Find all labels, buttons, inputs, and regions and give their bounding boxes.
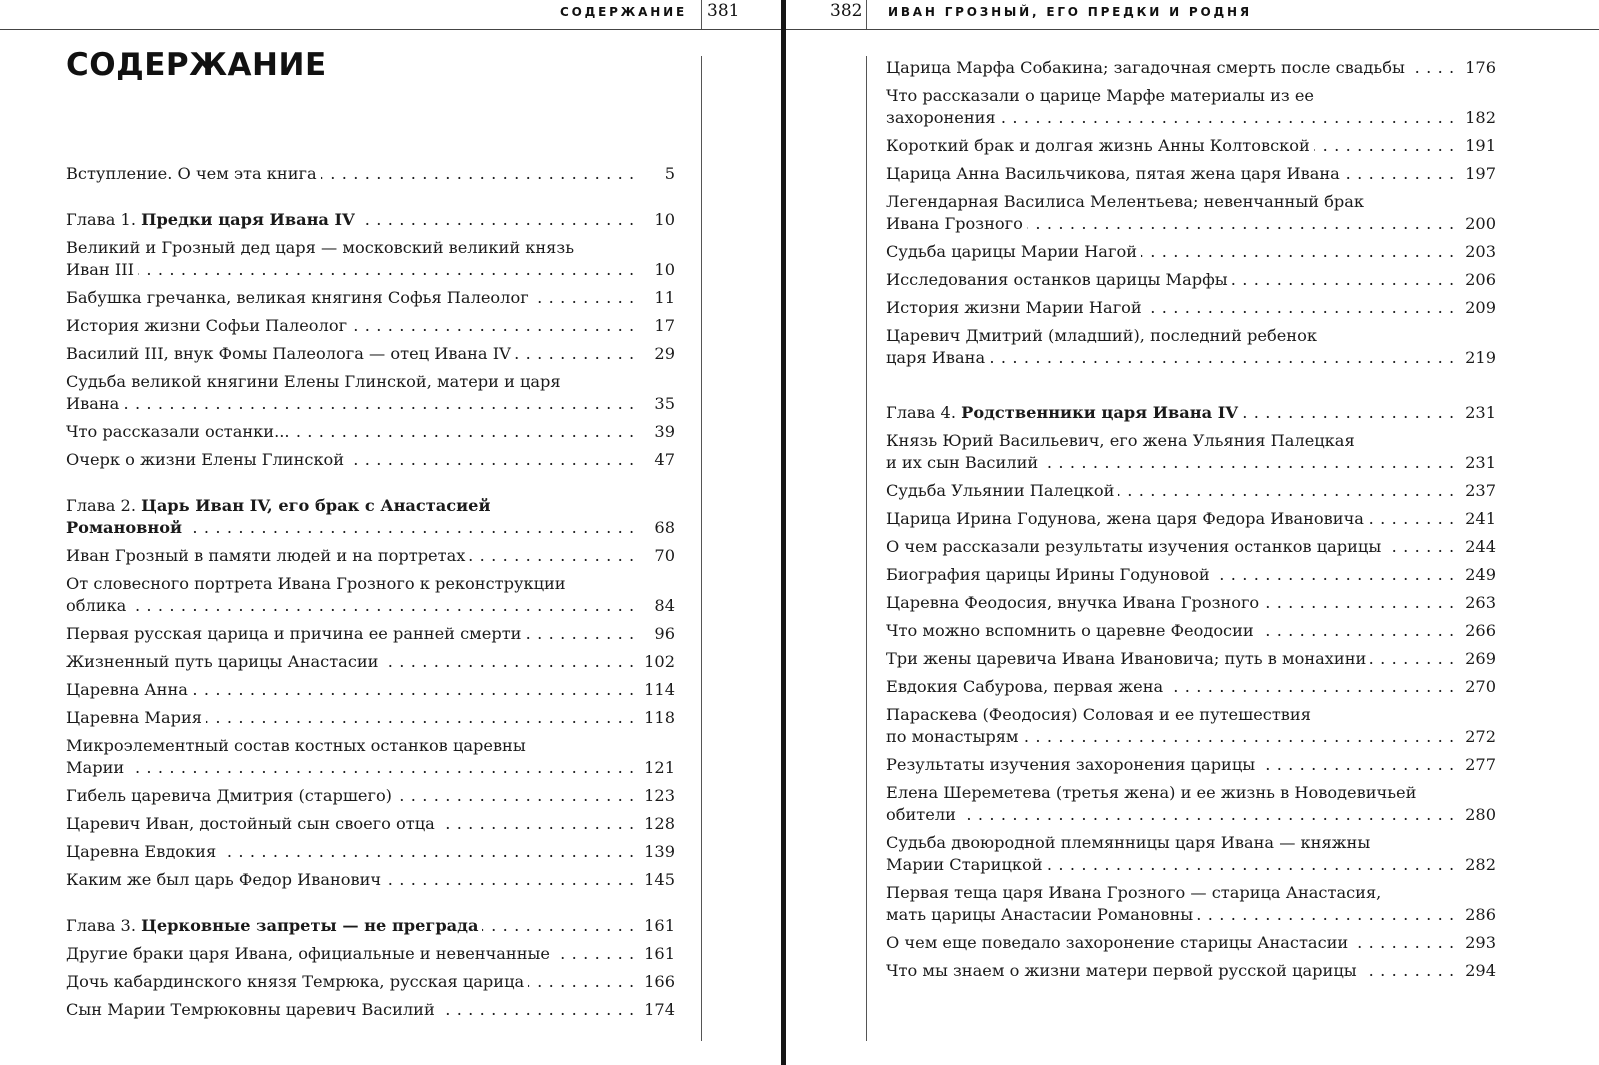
toc-entry	[886, 191, 1496, 235]
entry-text-line: Великий и Грозный дед царя — московский великий князь	[66, 238, 575, 257]
toc-entry	[886, 960, 1496, 982]
entry-text-line: Судьба царицы Марии Нагой	[886, 242, 1141, 261]
toc-entry	[66, 343, 675, 365]
right-column-rule	[866, 0, 867, 29]
page-ref: 114	[635, 679, 675, 701]
entry-text	[886, 704, 1456, 748]
entry-text-line: Царица Ирина Годунова, жена царя Федора Ивановича	[886, 509, 1368, 528]
page-ref: 17	[635, 315, 675, 337]
toc-entry	[66, 449, 675, 471]
page-ref: 209	[1456, 297, 1496, 319]
entry-text-line: Биография царицы Ирины Годуновой	[886, 565, 1214, 584]
entry-text-line: Судьба Ульянии Палецкой	[886, 481, 1118, 500]
page-ref: 139	[635, 841, 675, 863]
entry-text-line: Марии	[66, 758, 128, 777]
toc-entry	[66, 371, 675, 415]
toc-entry	[886, 430, 1496, 474]
entry-text	[886, 676, 1456, 698]
page-ref: 282	[1456, 854, 1496, 876]
page-ref: 182	[1456, 107, 1496, 129]
page-ref: 10	[635, 259, 675, 281]
entry-text-line: Другие браки царя Ивана, официальные и невенчанные	[66, 944, 554, 963]
entry-text-line: по монастырям	[886, 727, 1023, 746]
page-ref: 191	[1456, 135, 1496, 157]
page-ref: 237	[1456, 480, 1496, 502]
entry-text-line: Результаты изучения захоронения царицы	[886, 755, 1259, 774]
entry-text-line: Жизненный путь царицы Анастасии	[66, 652, 382, 671]
right-page-number: 382	[830, 1, 863, 21]
entry-text	[66, 651, 635, 673]
entry-text	[66, 495, 635, 539]
entry-text-line: Вступление. О чем эта книга	[66, 164, 321, 183]
toc-entry	[886, 297, 1496, 319]
page-ref: 174	[635, 999, 675, 1021]
entry-text-line: Царевич Дмитрий (младший), последний ребенок	[886, 326, 1317, 345]
entry-text	[886, 620, 1456, 642]
entry-text	[886, 85, 1456, 129]
toc-entry	[66, 707, 675, 729]
page-ref: 96	[635, 623, 675, 645]
entry-text-line: мать царицы Анастасии Романовны	[886, 905, 1197, 924]
page-ref: 118	[635, 707, 675, 729]
page-ref: 68	[635, 517, 675, 539]
page-ref: 123	[635, 785, 675, 807]
entry-text	[886, 57, 1456, 79]
page-title: СОДЕРЖАНИЕ	[66, 47, 327, 83]
chapter-number: Глава 4.	[886, 403, 957, 422]
page-ref: 219	[1456, 347, 1496, 369]
toc-entry	[66, 679, 675, 701]
toc-entry	[886, 135, 1496, 157]
chapter-number: Глава 3.	[66, 916, 137, 935]
entry-text-line: Иван Грозный в памяти людей и на портретах	[66, 546, 469, 565]
toc-entry	[66, 315, 675, 337]
entry-text	[66, 371, 635, 415]
toc-entry	[66, 421, 675, 443]
entry-text	[66, 209, 635, 231]
entry-text	[66, 315, 635, 337]
toc-right-column	[886, 51, 1496, 982]
entry-text-line: Царевна Анна	[66, 680, 192, 699]
chapter-title: Родственники царя Ивана IV	[961, 403, 1238, 422]
page-ref: 286	[1456, 904, 1496, 926]
toc-left-column	[66, 157, 675, 1021]
page-ref: 176	[1456, 57, 1496, 79]
page-ref: 161	[635, 915, 675, 937]
toc-entry	[66, 813, 675, 835]
left-running-head: СОДЕРЖАНИЕ	[560, 5, 687, 19]
page-ref: 200	[1456, 213, 1496, 235]
entry-text	[66, 707, 635, 729]
entry-text-line: Князь Юрий Васильевич, его жена Ульяния Палецкая	[886, 431, 1355, 450]
entry-text-line: История жизни Марии Нагой	[886, 298, 1146, 317]
toc-entry	[66, 163, 675, 185]
entry-text-line: От словесного портрета Ивана Грозного к реконструкции	[66, 574, 566, 593]
page-ref: 272	[1456, 726, 1496, 748]
chapter-title: Церковные запреты — не преграда	[141, 916, 479, 935]
entry-text-line: Бабушка гречанка, великая княгиня Софья Палеолог	[66, 288, 533, 307]
page-ref: 269	[1456, 648, 1496, 670]
toc-entry	[66, 735, 675, 779]
entry-text-line: Легендарная Василиса Мелентьева; невенчанный брак	[886, 192, 1365, 211]
entry-text-line: О чем рассказали результаты изучения останков царицы	[886, 537, 1385, 556]
toc-entry	[886, 592, 1496, 614]
page-ref: 166	[635, 971, 675, 993]
entry-text-line: Марии Старицкой	[886, 855, 1047, 874]
entry-text-line: Ивана	[66, 394, 123, 413]
entry-text-line: Царевна Мария	[66, 708, 206, 727]
entry-text-line: Каким же был царь Федор Иванович	[66, 870, 385, 889]
entry-text	[886, 832, 1456, 876]
toc-entry	[886, 241, 1496, 263]
toc-entry	[886, 480, 1496, 502]
page-ref: 293	[1456, 932, 1496, 954]
entry-text-line: Три жены царевича Ивана Ивановича; путь в монахини	[886, 649, 1370, 668]
entry-text	[66, 999, 635, 1021]
entry-text	[66, 915, 635, 937]
entry-text-line: Параскева (Феодосия) Соловая и ее путешествия	[886, 705, 1311, 724]
page-ref: 241	[1456, 508, 1496, 530]
toc-entry	[66, 545, 675, 567]
entry-text	[66, 449, 635, 471]
toc-entry	[66, 943, 675, 965]
entry-text	[886, 882, 1456, 926]
entry-text-line: Что мы знаем о жизни матери первой русской царицы	[886, 961, 1361, 980]
page-ref: 47	[635, 449, 675, 471]
entry-text-line: Гибель царевича Дмитрия (старшего)	[66, 786, 396, 805]
page-ref: 244	[1456, 536, 1496, 558]
toc-entry	[886, 163, 1496, 185]
toc-entry	[886, 832, 1496, 876]
entry-text	[66, 679, 635, 701]
entry-text	[66, 545, 635, 567]
toc-entry	[66, 869, 675, 891]
entry-text	[66, 421, 635, 443]
toc-entry	[66, 999, 675, 1021]
entry-text	[886, 135, 1456, 157]
left-column-rule-body	[701, 56, 702, 1041]
toc-entry	[66, 651, 675, 673]
entry-text	[886, 241, 1456, 263]
entry-text-line: Судьба двоюродной племянницы царя Ивана — княжны	[886, 833, 1371, 852]
entry-text-line: Царевна Феодосия, внучка Ивана Грозного	[886, 593, 1263, 612]
toc-entry	[886, 325, 1496, 369]
toc-entry	[886, 57, 1496, 79]
chapter-line	[886, 403, 1242, 422]
chapter-number: Глава 2.	[66, 496, 137, 515]
entry-text	[66, 869, 635, 891]
page-ref: 197	[1456, 163, 1496, 185]
entry-text	[886, 402, 1456, 424]
entry-text-line: Микроэлементный состав костных останков царевны	[66, 736, 526, 755]
page-ref: 270	[1456, 676, 1496, 698]
toc-entry	[886, 882, 1496, 926]
page-ref: 294	[1456, 960, 1496, 982]
entry-text-line: Царица Марфа Собакина; загадочная смерть после свадьбы	[886, 58, 1409, 77]
page-ref: 39	[635, 421, 675, 443]
page-ref: 5	[635, 163, 675, 185]
entry-text	[66, 623, 635, 645]
book-spine	[781, 0, 786, 1065]
entry-text-line: История жизни Софьи Палеолог	[66, 316, 351, 335]
entry-text-line: Царевна Евдокия	[66, 842, 220, 861]
toc-entry	[66, 573, 675, 617]
toc-entry	[886, 648, 1496, 670]
toc-entry	[886, 508, 1496, 530]
entry-text	[886, 430, 1456, 474]
entry-text-line: О чем еще поведало захоронение старицы Анастасии	[886, 933, 1352, 952]
chapter-heading	[886, 402, 1496, 424]
entry-text-line: царя Ивана	[886, 348, 989, 367]
entry-text-line: Ивана Грозного	[886, 214, 1027, 233]
page-ref: 11	[635, 287, 675, 309]
toc-entry	[886, 754, 1496, 776]
entry-text-line: Первая русская царица и причина ее ранней смерти	[66, 624, 525, 643]
entry-text-line: Василий III, внук Фомы Палеолога — отец Ивана IV	[66, 344, 515, 363]
toc-entry	[886, 536, 1496, 558]
page-ref: 102	[635, 651, 675, 673]
entry-text	[66, 735, 635, 779]
entry-text-line: Исследования останков царицы Марфы	[886, 270, 1232, 289]
toc-entry	[886, 782, 1496, 826]
page-ref: 35	[635, 393, 675, 415]
entry-text	[66, 813, 635, 835]
entry-text-line: Сын Марии Темрюковны царевич Василий	[66, 1000, 439, 1019]
entry-text	[66, 163, 635, 185]
entry-text	[66, 343, 635, 365]
page-ref: 266	[1456, 620, 1496, 642]
page-ref: 145	[635, 869, 675, 891]
entry-text	[886, 325, 1456, 369]
chapter-title: Романовной	[66, 518, 186, 537]
entry-text	[886, 782, 1456, 826]
page-ref: 280	[1456, 804, 1496, 826]
chapter-heading	[66, 915, 675, 937]
header-rule	[0, 29, 1599, 30]
chapter-number: Глава 1.	[66, 210, 137, 229]
page-ref: 203	[1456, 241, 1496, 263]
entry-text-line: обители	[886, 805, 960, 824]
page-ref: 249	[1456, 564, 1496, 586]
toc-entry	[886, 704, 1496, 748]
entry-text-line: Евдокия Сабурова, первая жена	[886, 677, 1167, 696]
toc-entry	[66, 237, 675, 281]
toc-entry	[886, 564, 1496, 586]
page-ref: 121	[635, 757, 675, 779]
chapter-line	[66, 210, 359, 229]
page-ref: 161	[635, 943, 675, 965]
page-ref: 231	[1456, 402, 1496, 424]
entry-text-line: Первая теща царя Ивана Грозного — старица Анастасия,	[886, 883, 1382, 902]
entry-text	[886, 564, 1456, 586]
entry-text	[886, 932, 1456, 954]
toc-entry	[66, 287, 675, 309]
entry-text	[886, 592, 1456, 614]
entry-text-line: Что можно вспомнить о царевне Феодосии	[886, 621, 1258, 640]
entry-text	[66, 573, 635, 617]
chapter-line	[66, 916, 482, 935]
page-ref: 10	[635, 209, 675, 231]
toc-entry	[66, 623, 675, 645]
entry-text	[66, 971, 635, 993]
entry-text-line: Иван III	[66, 260, 138, 279]
page-ref: 128	[635, 813, 675, 835]
entry-text	[66, 287, 635, 309]
chapter-heading	[66, 495, 675, 539]
entry-text-line: и их сын Василий	[886, 453, 1042, 472]
entry-text	[886, 191, 1456, 235]
page-ref: 29	[635, 343, 675, 365]
page-ref: 206	[1456, 269, 1496, 291]
entry-text	[886, 508, 1456, 530]
page-ref: 84	[635, 595, 675, 617]
entry-text	[886, 648, 1456, 670]
toc-entry	[886, 932, 1496, 954]
entry-text	[66, 237, 635, 281]
entry-text-line: Царица Анна Васильчикова, пятая жена царя Ивана	[886, 164, 1344, 183]
page-ref: 263	[1456, 592, 1496, 614]
toc-entry	[66, 841, 675, 863]
entry-text-line: Короткий брак и долгая жизнь Анны Колтовской	[886, 136, 1314, 155]
entry-text-line: Царевич Иван, достойный сын своего отца	[66, 814, 439, 833]
toc-entry	[886, 676, 1496, 698]
toc-entry	[66, 971, 675, 993]
entry-text-line: Судьба великой княгини Елены Глинской, матери и царя	[66, 372, 561, 391]
entry-text	[886, 480, 1456, 502]
right-column-rule-body	[866, 56, 867, 1041]
page-ref: 277	[1456, 754, 1496, 776]
entry-text-line: Что рассказали останки...	[66, 422, 294, 441]
page-ref: 70	[635, 545, 675, 567]
entry-text	[886, 163, 1456, 185]
entry-text	[66, 841, 635, 863]
entry-text	[886, 269, 1456, 291]
toc-entry	[66, 785, 675, 807]
entry-text-line: облика	[66, 596, 130, 615]
entry-text-line: Елена Шереметева (третья жена) и ее жизнь в Новодевичьей	[886, 783, 1417, 802]
entry-text	[886, 536, 1456, 558]
chapter-title: Царь Иван IV, его брак с Анастасией	[141, 496, 491, 515]
entry-text	[66, 785, 635, 807]
chapter-heading	[66, 209, 675, 231]
toc-entry	[886, 85, 1496, 129]
entry-text-line: Дочь кабардинского князя Темрюка, русская царица	[66, 972, 528, 991]
toc-entry	[886, 620, 1496, 642]
entry-text	[886, 297, 1456, 319]
page-ref: 231	[1456, 452, 1496, 474]
entry-text-line: Очерк о жизни Елены Глинской	[66, 450, 348, 469]
entry-text	[886, 960, 1456, 982]
left-page-number: 381	[707, 1, 740, 21]
entry-text	[886, 754, 1456, 776]
right-running-head: ИВАН ГРОЗНЫЙ, ЕГО ПРЕДКИ И РОДНЯ	[888, 5, 1252, 19]
chapter-title: Предки царя Ивана IV	[141, 210, 355, 229]
toc-entry	[886, 269, 1496, 291]
entry-text	[66, 943, 635, 965]
entry-text-line: Что рассказали о царице Марфе материалы из ее	[886, 86, 1315, 105]
left-column-rule	[701, 0, 702, 29]
entry-text-line: захоронения	[886, 108, 1000, 127]
